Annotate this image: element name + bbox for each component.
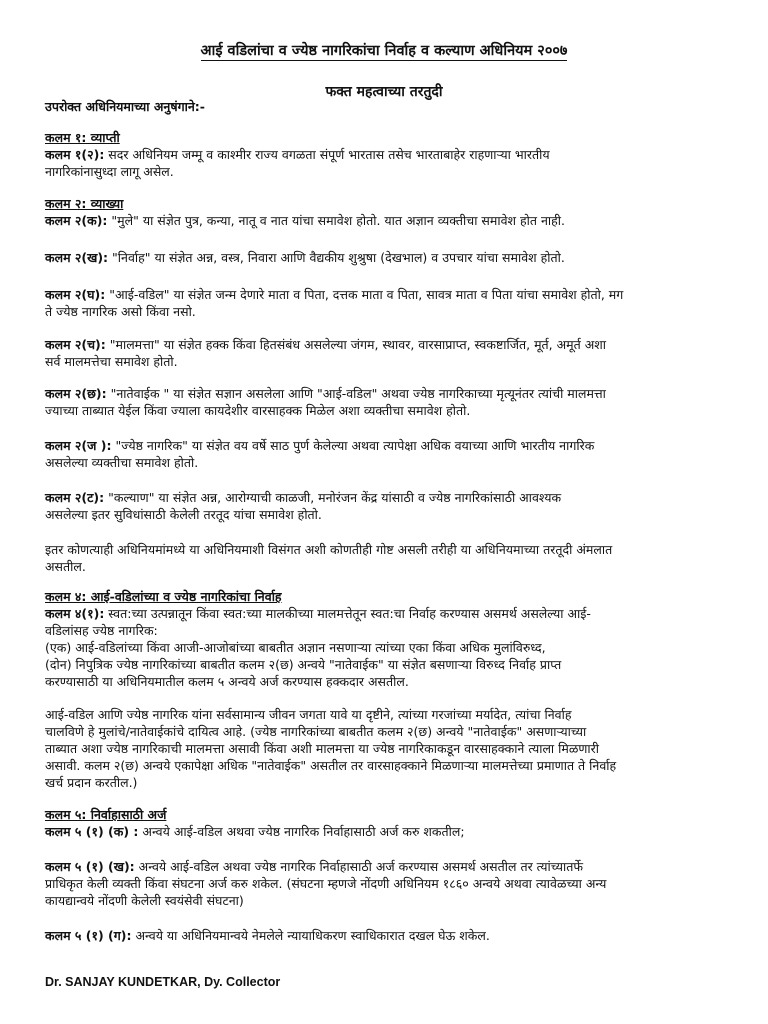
section-heading: कलम २: व्याख्या (45, 196, 124, 211)
clause-text: करण्यासाठी या अधिनियमातील कलम ५ अन्वये अर्ज करण्यास हक्कदार असतील. (45, 674, 409, 689)
paragraph-text: असतील. (45, 559, 86, 574)
clause-text: कलम ५ (१) (ग): अन्वये या अधिनियमान्वये नेमलेले न्यायाधिकरण स्वाधिकारात दखल घेऊ शकेल. (45, 928, 490, 943)
clause-text: कलम २(ट): "कल्याण" या संज्ञेत अन्न, आरोग्याची काळजी, मनोरंजन केंद्र यांसाठी व ज्येष्ठ नागरिकांसाठी आवश्यक (45, 490, 562, 505)
clause-text: कलम ४(१): स्वत:च्या उत्पन्नातून किंवा स्वत:च्या मालकीच्या मालमत्तेतून स्वत:चा निर्वाह करण्यास असमर्थ असलेल्या आई- (45, 606, 591, 621)
clause-text: ते ज्येष्ठ नागरिक असो किंवा नसो. (45, 304, 196, 319)
clause-text: सर्व मालमत्तेचा समावेश होतो. (45, 354, 178, 369)
clause-label: कलम २(क): (45, 213, 108, 228)
clause-text: ज्याच्या ताब्यात येईल किंवा ज्याला कायदेशीर वारसाहक्क मिळेल अशा व्यक्तीचा समावेश होतो. (45, 403, 471, 418)
clause-text: वडिलांसह ज्येष्ठ नागरिक: (45, 623, 158, 638)
clause-label: कलम २(छ): (45, 386, 107, 401)
clause-text: कलम २(घ): "आई-वडिल" या संज्ञेत जन्म देणारे माता व पिता, दत्तक माता व पिता, सावत्र माता व पिता यांचा समावेश होतो, मग (45, 287, 624, 302)
clause-text: कलम १(२): सदर अधिनियम जम्मू व काश्मीर राज्य वगळता संपूर्ण भारतास तसेच भारताबाहेर राहणाऱ्या भारतीय (45, 147, 550, 162)
clause-text: कलम २(ज ): "ज्येष्ठ नागरिक" या संज्ञेत वय वर्षे साठ पुर्ण केलेल्या अथवा त्यापेक्षा अधिक वयाच्या आणि भारतीय नागरिक (45, 438, 595, 453)
clause-text: नागरिकांनासुध्दा लागू असेल. (45, 164, 174, 179)
clause-label: कलम ४(१): (45, 606, 105, 621)
author-footer: Dr. SANJAY KUNDETKAR, Dy. Collector (45, 975, 281, 989)
paragraph-text: इतर कोणत्याही अधिनियमांमध्ये या अधिनियमाशी विसंगत अशी कोणतीही गोष्ट असली तरीही या अधिनियमाच्या तरतूदी अंमलात (45, 542, 613, 557)
paragraph-text: ताब्यात अशा ज्येष्ठ नागरिकाची मालमत्ता असावी किंवा अशी मालमत्ता या ज्येष्ठ नागरिकाकडून वारसाहक्काने त्याला मिळणारी (45, 741, 599, 756)
clause-label: कलम ५ (१) (ग): (45, 928, 132, 943)
clause-text: कलम २(च): "मालमत्ता" या संज्ञेत हक्क किंवा हितसंबंध असलेल्या जंगम, स्थावर, वारसाप्राप्त, स्वकष्टार्जित, मूर्त, अमूर्त अशा (45, 337, 607, 352)
document-subtitle: फक्त महत्वाच्या तरतुदी (325, 84, 443, 100)
clause-text: (दोन) निपुत्रिक ज्येष्ठ नागरिकांच्या बाबतीत कलम २(छ) अन्वये "नातेवाईक" या संज्ञेत बसणाऱ्या विरुध्द निर्वाह प्राप्त (45, 657, 562, 672)
section-heading: कलम ५: निर्वाहासाठी अर्ज (45, 807, 167, 822)
clause-label: कलम २(घ): (45, 287, 106, 302)
intro-text: उपरोक्त अधिनियमाच्या अनुषंगाने:- (45, 99, 205, 114)
clause-text: प्राधिकृत केली व्यक्ती किंवा संघटना अर्ज करु शकेल. (संघटना म्हणजे नोंदणी अधिनियम १८६० अन्वये अथवा त्यावेळच्या अन्य (45, 876, 607, 891)
clause-label: कलम १(२): (45, 147, 105, 162)
clause-label: कलम २(ट): (45, 490, 105, 505)
clause-text: असलेल्या व्यक्तीचा समावेश होतो. (45, 455, 199, 470)
clause-label: कलम ५ (१) (क) : (45, 824, 139, 839)
clause-text: असलेल्या इतर सुविधांसाठी केलेली तरतूद यांचा समावेश होतो. (45, 507, 322, 522)
clause-text: कायद्यान्वये नोंदणी केलेली स्वयंसेवी संघटना) (45, 893, 244, 908)
clause-text: कलम २(क): "मुले" या संज्ञेत पुत्र, कन्या, नातू व नात यांचा समावेश होतो. यात अज्ञान व्यक्तीचा समावेश होत नाही. (45, 213, 566, 228)
clause-label: कलम ५ (१) (ख): (45, 859, 135, 874)
clause-text: कलम ५ (१) (क) : अन्वये आई-वडिल अथवा ज्येष्ठ नागरिक निर्वाहासाठी अर्ज करु शकतील; (45, 824, 465, 839)
section-heading: कलम १: व्याप्ती (45, 130, 120, 145)
paragraph-text: असावी. कलम २(छ) अन्वये एकापेक्षा अधिक "नातेवाईक" असतील तर वारसाहक्काने मिळणाऱ्या मालमत्तेच्या प्रमाणात ते निर्वाह (45, 758, 617, 773)
paragraph-text: आई-वडिल आणि ज्येष्ठ नागरिक यांना सर्वसामान्य जीवन जगता यावे या दृष्टीने, त्यांच्या गरजांच्या मर्यादेत, त्यांचा निर्वाह (45, 707, 572, 722)
clause-text: कलम ५ (१) (ख): अन्वये आई-वडिल अथवा ज्येष्ठ नागरिक निर्वाहासाठी अर्ज करण्यास असमर्थ असतील तर त्यांच्यातर्फे (45, 859, 583, 874)
section-heading: कलम ४: आई-वडिलांच्या व ज्येष्ठ नागरिकांचा निर्वाह (45, 589, 282, 604)
paragraph-text: खर्च प्रदान करतील.) (45, 775, 138, 790)
clause-text: (एक) आई-वडिलांच्या किंवा आजी-आजोबांच्या बाबतीत अज्ञान नसणाऱ्या त्यांच्या एका किंवा अधिक मुलांविरुध्द, (45, 640, 546, 655)
paragraph-text: चालविणे हे मुलांचे/नातेवाईकांचे दायित्व आहे. (ज्येष्ठ नागरिकांच्या बाबतीत कलम २(छ) अन्वये "नातेवाईक" असणाऱ्याच्या (45, 724, 587, 739)
clause-text: कलम २(ख): "निर्वाह" या संज्ञेत अन्न, वस्त्र, निवारा आणि वैद्यकीय शुश्रुषा (देखभाल) व उपचार यांचा समावेश होतो. (45, 250, 565, 265)
clause-label: कलम २(ख): (45, 250, 109, 265)
clause-text: कलम २(छ): "नातेवाईक " या संज्ञेत सज्ञान असलेला आणि "आई-वडिल" अथवा ज्येष्ठ नागरिकाच्या मृत्यूनंतर त्यांची मालमत्ता (45, 386, 606, 401)
clause-label: कलम २(च): (45, 337, 106, 352)
clause-label: कलम २(ज ): (45, 438, 112, 453)
document-title: आई वडिलांचा व ज्येष्ठ नागरिकांचा निर्वाह व कल्याण अधिनियम २००७ (200, 43, 568, 59)
